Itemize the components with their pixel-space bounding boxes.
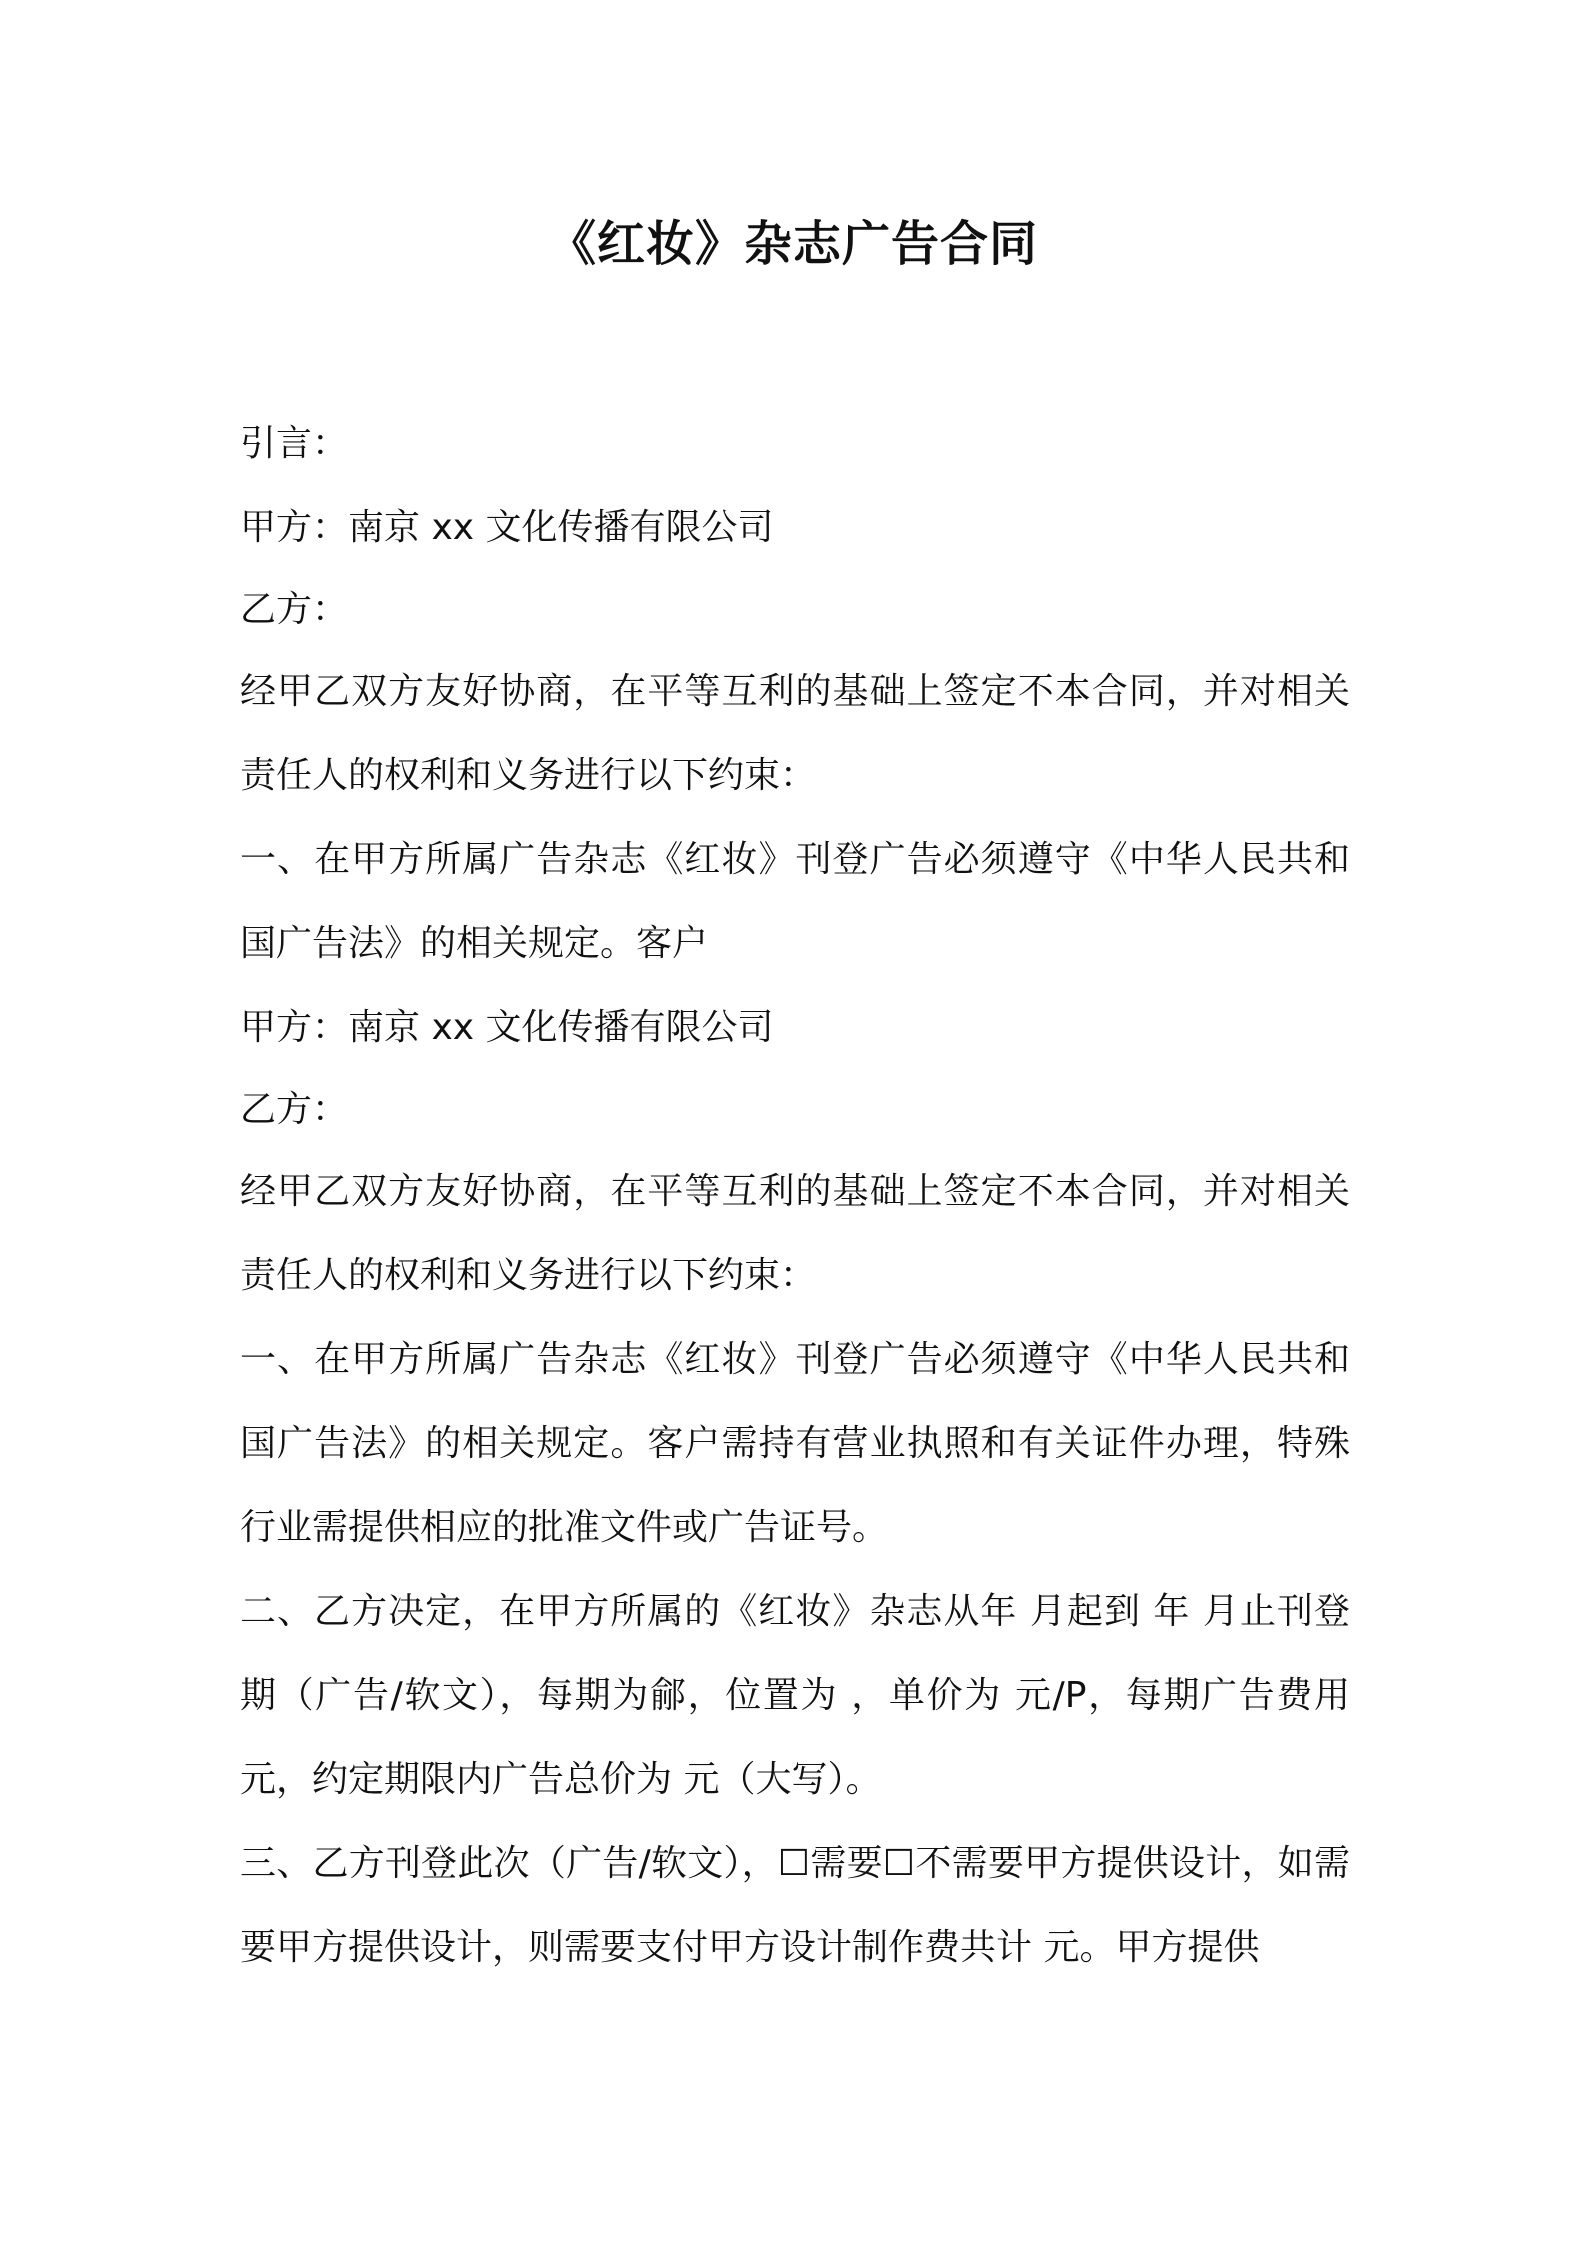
clause-two-paragraph: 二、乙方决定，在甲方所属的《红妆》杂志从年 月起到 年 月止刊登 期（广告/软文），每期为鄃，位置为 ，单价为 元/P，每期广告费用 元，约定期限内广告总价为 元（大写）。: [240, 1591, 1362, 1800]
document-body: [240, 402, 1362, 1990]
clause-one-paragraph: 一、在甲方所属广告杂志《红妆》刊登广告必须遵守《中华人民共和国广告法》的相关规定。客户: [240, 839, 1350, 964]
party-b-line-repeat: 乙方：: [240, 1089, 349, 1130]
party-a-line-repeat: 甲方：南京 xx 文化传播有限公司: [240, 1007, 774, 1048]
preamble-paragraph-repeat: 经甲乙双方友好协商，在平等互利的基础上签定不本合同，并对相关责任人的权利和义务进行以下约束：: [240, 1171, 1350, 1296]
preamble-paragraph: 经甲乙双方友好协商，在平等互利的基础上签定不本合同，并对相关责任人的权利和义务进行以下约束：: [240, 671, 1350, 796]
party-a-line: 甲方：南京 xx 文化传播有限公司: [240, 507, 774, 548]
clause-one-full-paragraph: 一、在甲方所属广告杂志《红妆》刊登广告必须遵守《中华人民共和国广告法》的相关规定。客户需持有营业执照和有关证件办理，特殊行业需提供相应的批准文件或广告证号。: [240, 1339, 1350, 1548]
document-title: 《红妆》杂志广告合同: [547, 216, 1038, 272]
party-b-line: 乙方：: [240, 589, 349, 630]
intro-label: 引言：: [240, 423, 349, 464]
clause-three-paragraph: 三、乙方刊登此次（广告/软文），☐需要☐不需要甲方提供设计，如需要甲方提供设计，则需要支付甲方设计制作费共计 元。甲方提供: [240, 1843, 1350, 1968]
